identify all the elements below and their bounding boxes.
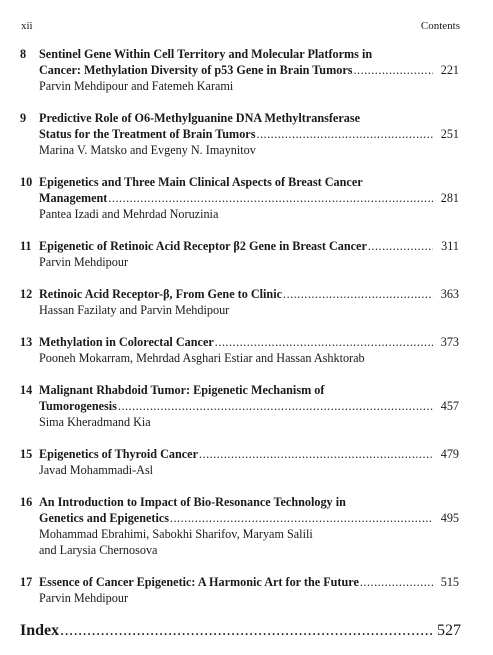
entry-body <box>39 334 459 366</box>
chapter-page-number: 373 <box>440 335 459 349</box>
chapter-title-text: Essence of Cancer Epigenetic: A Harmonic Art for the Future <box>39 575 359 589</box>
toc-index-entry[interactable] <box>20 622 459 638</box>
dot-leader <box>118 398 433 414</box>
chapter-title-line <box>39 334 459 350</box>
chapter-authors: Marina V. Matsko and Evgeny N. Imaynitov <box>39 143 256 157</box>
chapter-number: 16 <box>20 495 33 509</box>
chapter-page-number: 281 <box>440 191 459 205</box>
dot-leader <box>60 622 433 640</box>
chapter-title-line <box>39 510 459 526</box>
chapter-authors: Mohammad Ebrahimi, Sabokhi Sharifov, Maryam Salili <box>39 527 313 541</box>
chapter-title-text: Sentinel Gene Within Cell Territory and Molecular Platforms in <box>39 47 373 61</box>
index-label: Index <box>20 622 60 639</box>
chapter-title-line <box>39 174 459 190</box>
chapter-number: 17 <box>20 575 33 589</box>
chapter-title-line <box>39 126 459 142</box>
chapter-title-text: Epigenetic of Retinoic Acid Receptor β2 Gene in Breast Cancer <box>39 239 367 253</box>
chapter-authors: and Larysia Chernosova <box>39 543 158 557</box>
entry-body <box>39 174 459 222</box>
dot-leader <box>353 62 433 78</box>
chapter-title-text: Epigenetics and Three Main Clinical Aspects of Breast Cancer <box>39 175 363 189</box>
chapter-title-line <box>39 286 459 302</box>
index-page-number: 527 <box>437 622 461 639</box>
chapter-authors: Parvin Mehdipour <box>39 591 129 605</box>
chapter-authors: Hassan Fazilaty and Parvin Mehdipour <box>39 303 230 317</box>
chapter-title-text: Cancer: Methylation Diversity of p53 Gene in Brain Tumors <box>39 63 353 77</box>
running-head: Contents <box>420 20 460 32</box>
dot-leader <box>170 510 433 526</box>
dot-leader <box>256 126 433 142</box>
chapter-page-number: 479 <box>440 447 459 461</box>
chapter-title-line <box>39 574 459 590</box>
entry-body <box>39 574 459 606</box>
chapter-title-text: Epigenetics of Thyroid Cancer <box>39 447 199 461</box>
entry-body <box>39 110 459 158</box>
chapter-number: 14 <box>20 383 33 397</box>
entry-body <box>39 446 459 478</box>
chapter-title-line <box>39 398 459 414</box>
dot-leader <box>199 446 433 462</box>
chapter-title-line <box>39 494 459 510</box>
entry-body <box>39 238 459 270</box>
chapter-page-number: 495 <box>440 511 459 525</box>
chapter-title-text: Management <box>39 191 108 205</box>
dot-leader <box>108 190 433 206</box>
chapter-page-number: 363 <box>440 287 459 301</box>
chapter-page-number: 515 <box>440 575 459 589</box>
chapter-title-line <box>39 238 459 254</box>
chapter-number: 9 <box>20 111 27 125</box>
chapter-authors: Javad Mohammadi-Asl <box>39 463 154 477</box>
chapter-page-number: 251 <box>440 127 459 141</box>
chapter-authors: Parvin Mehdipour <box>39 255 129 269</box>
chapter-number: 13 <box>20 335 33 349</box>
chapter-title-text: Retinoic Acid Receptor-β, From Gene to Clinic <box>39 287 283 301</box>
chapter-title-text: Genetics and Epigenetics <box>39 511 169 525</box>
page-number-label: xii <box>21 20 33 32</box>
chapter-authors: Sima Kheradmand Kia <box>39 415 151 429</box>
chapter-page-number: 457 <box>440 399 459 413</box>
chapter-title-text: Methylation in Colorectal Cancer <box>39 335 214 349</box>
index-line <box>20 622 459 638</box>
chapter-title-text: Predictive Role of O6-Methylguanine DNA Methyltransferase <box>39 111 360 125</box>
chapter-page-number: 311 <box>441 239 459 253</box>
chapter-title-line <box>39 446 459 462</box>
entry-body <box>39 286 459 318</box>
chapter-title-line <box>39 46 459 62</box>
page-header <box>21 19 460 33</box>
entry-body <box>39 494 459 558</box>
dot-leader <box>283 286 433 302</box>
dot-leader <box>360 574 433 590</box>
chapter-title-line <box>39 382 459 398</box>
chapter-title-line <box>39 62 459 78</box>
entry-body <box>39 46 459 94</box>
chapter-number: 8 <box>20 47 27 61</box>
chapter-title-line <box>39 190 459 206</box>
chapter-authors: Parvin Mehdipour and Fatemeh Karami <box>39 79 234 93</box>
chapter-authors: Pooneh Mokarram, Mehrdad Asghari Estiar and Hassan Ashktorab <box>39 351 365 365</box>
chapter-title-text: Malignant Rhabdoid Tumor: Epigenetic Mechanism of <box>39 383 325 397</box>
chapter-title-text: Status for the Treatment of Brain Tumors <box>39 127 256 141</box>
chapter-title-line <box>39 110 459 126</box>
chapter-page-number: 221 <box>440 63 459 77</box>
entry-body <box>39 382 459 430</box>
chapter-title-text: An Introduction to Impact of Bio-Resonance Technology in <box>39 495 346 509</box>
dot-leader <box>215 334 433 350</box>
chapter-number: 11 <box>20 239 32 253</box>
chapter-number: 10 <box>20 175 33 189</box>
chapter-authors: Pantea Izadi and Mehrdad Noruzinia <box>39 207 219 221</box>
chapter-number: 12 <box>20 287 33 301</box>
chapter-title-text: Tumorogenesis <box>39 399 117 413</box>
dot-leader <box>368 238 433 254</box>
chapter-number: 15 <box>20 447 33 461</box>
